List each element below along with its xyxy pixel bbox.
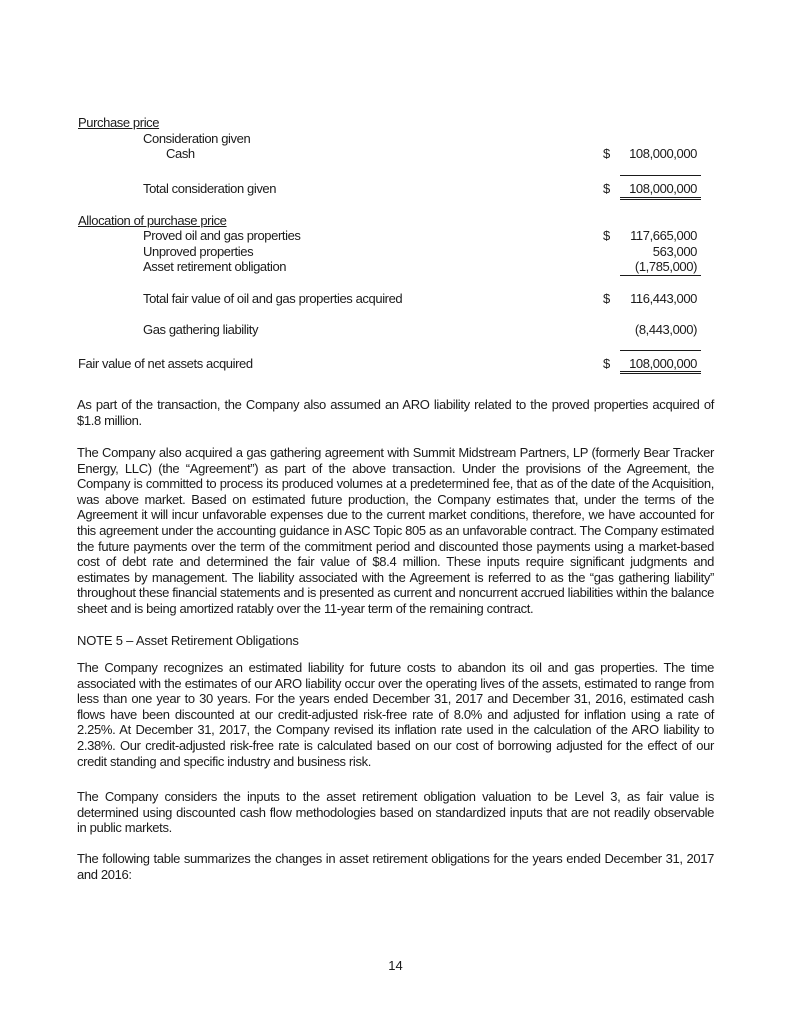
- note-5-heading: NOTE 5 – Asset Retirement Obligations: [77, 633, 299, 648]
- total-fair-value-label: Total fair value of oil and gas properties acquired: [143, 291, 403, 306]
- level-3-inputs-paragraph: The Company considers the inputs to the asset retirement obligation valuation to be Level 3, as fair value is determined using discounted cash flow methodologies based on standardized inputs that are not readily observable in public markets.: [77, 789, 714, 836]
- net-assets-rule-1: [620, 371, 701, 372]
- cash-label: Cash: [166, 146, 195, 161]
- aro-assumed-paragraph: As part of the transaction, the Company also assumed an ARO liability related to the proved properties acquired of $1.8 million.: [77, 397, 714, 428]
- gas-gathering-agreement-paragraph: The Company also acquired a gas gathering agreement with Summit Midstream Partners, LP (formerly Bear Tracker Energy, LLC) (the “Agreement”) as part of the above transaction. Under the provisions of the Agreement, the Company is committed to process its produced volumes at a predetermined fee, that as of the date of the Acquisition, was above market. Based on estimated future production, the Company estimates that, under the terms of the Agreement it will incur unfavorable expenses due to the current market conditions, therefore, we have accounted for this agreement under the accounting guidance in ASC Topic 805 as an unfavorable contract. The Company estimated the future payments over the term of the commitment period and discounted those payments using a market-based cost of debt rate and determined the fair value of $8.4 million. These inputs require significant judgments and estimates by management. The liability associated with the Agreement is referred to as the “gas gathering liability” throughout these financial statements and is presented as current and noncurrent accrued liabilities within the balance sheet and is being amortized ratably over the 11-year term of the remaining contract.: [77, 445, 714, 616]
- net-assets-dollar-sign: $: [603, 356, 611, 371]
- page-number: 14: [388, 958, 403, 973]
- table-intro-paragraph: The following table summarizes the changes in asset retirement obligations for the years ended December 31, 2017 and 2016:: [77, 851, 714, 882]
- net-assets-rule-2: [620, 373, 701, 374]
- aro-rule: [620, 275, 701, 276]
- consideration-given-label: Consideration given: [143, 131, 251, 146]
- total-consideration-dollar-sign: $: [603, 181, 611, 196]
- aro-liability-paragraph: The Company recognizes an estimated liability for future costs to abandon its oil and gas properties. The time associated with the estimates of our ARO liability occur over the operating lives of the assets, estimated to range from less than one year to 30 years. For the years ended December 31, 2017 and December 31, 2016, estimated cash flows have been discounted at our credit-adjusted risk-free rate of 8.0% and adjusted for inflation using a rate of 2.25%. At December 31, 2017, the Company revised its inflation rate used in the calculation of the ARO liability to 2.38%. Our credit-adjusted risk-free rate is calculated based on our cost of borrowing adjusted for the effect of our credit standing and specific industry and business risk.: [77, 660, 714, 769]
- total-consideration-rule-2: [620, 199, 701, 200]
- total-consideration-label: Total consideration given: [143, 181, 277, 196]
- total-consideration-amount: 108,000,000: [629, 181, 697, 196]
- total-fair-value-amount: 116,443,000: [630, 291, 697, 306]
- aro-label: Asset retirement obligation: [143, 259, 287, 274]
- allocation-heading: Allocation of purchase price: [78, 213, 227, 228]
- proved-properties-dollar-sign: $: [603, 228, 611, 243]
- subtotal-rule: [620, 175, 701, 176]
- purchase-price-heading: Purchase price: [78, 115, 160, 130]
- total-fair-value-dollar-sign: $: [603, 291, 611, 306]
- net-assets-top-rule: [620, 350, 701, 351]
- unproved-properties-amount: 563,000: [652, 244, 697, 259]
- gas-gathering-amount: (8,443,000): [634, 322, 697, 337]
- net-assets-label: Fair value of net assets acquired: [78, 356, 253, 371]
- aro-amount: (1,785,000): [634, 259, 697, 274]
- proved-properties-label: Proved oil and gas properties: [143, 228, 301, 243]
- cash-amount: 108,000,000: [629, 146, 697, 161]
- net-assets-amount: 108,000,000: [629, 356, 697, 371]
- proved-properties-amount: 117,665,000: [630, 228, 697, 243]
- unproved-properties-label: Unproved properties: [143, 244, 254, 259]
- cash-dollar-sign: $: [603, 146, 611, 161]
- gas-gathering-label: Gas gathering liability: [143, 322, 259, 337]
- total-consideration-rule-1: [620, 197, 701, 198]
